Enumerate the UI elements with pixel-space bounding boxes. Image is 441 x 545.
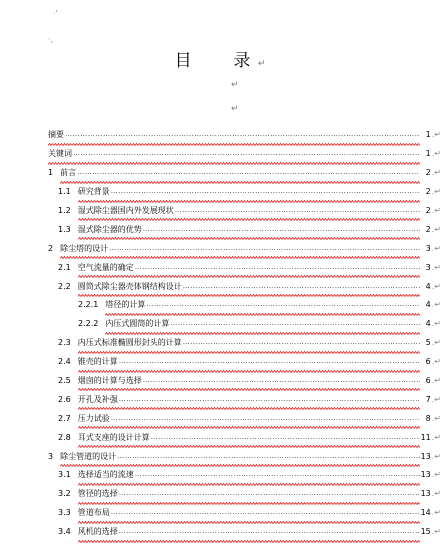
toc-entry[interactable]	[48, 353, 441, 372]
toc-entry-number: 2.5	[58, 376, 71, 386]
corner-mark-top: ·'	[53, 9, 58, 18]
toc-entry-text: 圆筒式除尘器壳体钢结构设计	[77, 281, 182, 291]
toc-entry-text: 除尘管道的设计	[60, 451, 117, 461]
toc-page-number: 1	[425, 130, 431, 140]
paragraph-mark: .↵	[431, 149, 441, 159]
toc-entry-text: 锥壳的计算	[77, 357, 118, 367]
paragraph-mark: .↵	[431, 527, 441, 537]
toc-page-number: 2	[425, 224, 431, 234]
paragraph-mark: .↵	[431, 262, 441, 272]
toc-dot-leader	[146, 300, 419, 310]
toc-entry-text: 湿式除尘器的优势	[77, 224, 142, 234]
paragraph-mark: .↵	[431, 319, 441, 329]
toc-dot-leader	[111, 187, 420, 197]
paragraph-mark: .↵	[431, 508, 441, 518]
toc-entry[interactable]	[48, 183, 441, 202]
corner-mark-left: ·,	[48, 35, 54, 44]
toc-entry[interactable]	[48, 315, 441, 334]
toc-entry-text: 压力试验	[77, 413, 110, 423]
toc-page-number: 4	[425, 281, 431, 291]
toc-entry-text: 内压式圆筒的计算	[105, 319, 170, 329]
toc-entry-number: 2.8	[58, 432, 71, 442]
paragraph-mark: .↵	[431, 243, 441, 253]
toc-entry-number: 2	[48, 243, 54, 253]
paragraph-mark: .↵	[431, 376, 441, 386]
spellcheck-underline	[78, 540, 420, 543]
toc-page-number: 14	[420, 508, 431, 518]
toc-entry[interactable]	[48, 390, 441, 409]
toc-page-number: 6	[425, 357, 431, 367]
toc-entry-text: 湿式除尘器国内外发展现状	[77, 206, 174, 215]
toc-entry[interactable]	[48, 409, 441, 428]
paragraph-mark: .↵	[431, 432, 441, 442]
toc-dot-leader	[175, 206, 420, 216]
toc-dot-leader	[111, 414, 420, 424]
toc-page-number: 13	[420, 489, 431, 499]
toc-dot-leader	[143, 225, 420, 235]
toc-entry-number: 1.1	[58, 187, 71, 197]
toc-entry-text: 空气流量的确定	[77, 262, 134, 272]
toc-dot-leader	[111, 508, 420, 518]
toc-entry-number: 1.3	[58, 224, 71, 234]
toc-entry[interactable]	[48, 334, 441, 353]
toc-page-number: 4	[425, 319, 431, 329]
toc-dot-leader	[119, 527, 420, 537]
toc-dot-leader	[135, 470, 420, 480]
toc-entry-text: 研究背景	[77, 187, 110, 197]
paragraph-mark: .↵	[431, 300, 441, 310]
toc-entry-number: 2.6	[58, 394, 71, 404]
paragraph-mark: .↵	[431, 413, 441, 423]
toc-entry-text: 前言	[60, 168, 77, 178]
toc-entry-number: 3.4	[58, 527, 71, 537]
toc-entry-text: 风机的选择	[77, 527, 118, 537]
toc-dot-leader	[183, 338, 420, 348]
toc-entry[interactable]	[48, 485, 441, 504]
toc-entry-number: 2.2.1	[78, 300, 99, 310]
paragraph-mark: .↵	[431, 224, 441, 234]
toc-entry[interactable]	[48, 164, 441, 183]
toc-dot-leader	[170, 319, 419, 329]
toc-page-number: 3	[425, 243, 431, 253]
toc-entry[interactable]	[48, 145, 441, 164]
toc-entry[interactable]	[48, 504, 441, 523]
toc-dot-leader	[143, 376, 420, 386]
paragraph-mark: .↵	[431, 281, 441, 291]
toc-page-number: 8	[425, 413, 431, 423]
toc-entry-text: 塔径的计算	[105, 300, 146, 310]
toc-dot-leader	[119, 357, 420, 367]
toc-page-number: 13	[420, 470, 431, 480]
toc-entry-text: 管道布局	[77, 508, 110, 518]
toc-page-number: 2	[425, 168, 431, 178]
toc-dot-leader	[119, 489, 420, 499]
toc-dot-leader	[65, 130, 420, 140]
toc-entry-number: 3.1	[58, 470, 71, 480]
toc-page-number: 5	[425, 338, 431, 348]
toc-entry[interactable]	[48, 447, 441, 466]
toc-entry[interactable]	[48, 258, 441, 277]
toc-dot-leader	[119, 395, 420, 405]
toc-dot-leader	[117, 452, 419, 462]
toc-entry-number: 3.2	[58, 489, 71, 499]
toc-entry[interactable]	[48, 202, 441, 221]
toc-page-number: 1	[425, 149, 431, 159]
toc-entry-number: 2.1	[58, 262, 71, 272]
toc-entry[interactable]	[48, 372, 441, 391]
paragraph-mark: .↵	[431, 394, 441, 404]
toc-entry-number: 2.2	[58, 281, 71, 291]
paragraph-mark: ↵	[257, 59, 267, 69]
toc-entry-number: 2.2.2	[78, 319, 99, 329]
toc-entry-number: 2.7	[58, 413, 71, 423]
toc-entry-text: 耳式支座的设计计算	[77, 432, 150, 442]
toc-entry-number: 1	[48, 168, 54, 178]
toc-entry-text: 烟囱的计算与选择	[77, 376, 142, 386]
paragraph-mark: .↵	[431, 130, 441, 140]
paragraph-mark: ↵	[231, 104, 239, 114]
toc-entry[interactable]	[48, 220, 441, 239]
toc-page-number: 4	[425, 300, 431, 310]
toc-page-number: 3	[425, 262, 431, 272]
paragraph-mark: .↵	[431, 489, 441, 499]
toc-entry-text: 管径的选择	[77, 489, 118, 499]
paragraph-mark: .↵	[431, 470, 441, 480]
toc-page-number: 7	[425, 394, 431, 404]
toc-dot-leader	[109, 244, 420, 254]
toc-dot-leader	[151, 433, 420, 443]
page-title	[0, 50, 441, 75]
toc-entry-text: 开孔及补强	[77, 394, 118, 404]
toc-dot-leader	[73, 149, 420, 159]
toc-entry-number: 1.2	[58, 206, 71, 215]
paragraph-mark: ↵	[231, 80, 239, 90]
paragraph-mark: .↵	[431, 451, 441, 461]
toc-entry[interactable]	[48, 466, 441, 485]
toc-page-number: 13	[420, 451, 431, 461]
paragraph-mark: .↵	[431, 206, 441, 215]
toc-entry[interactable]	[48, 126, 441, 145]
toc-page-number: 15	[420, 527, 431, 537]
toc-entry[interactable]	[48, 296, 441, 315]
title-char-2: 录	[233, 51, 252, 71]
toc-entry-number: 2.4	[58, 357, 71, 367]
toc-page-number: 11	[420, 432, 431, 442]
paragraph-mark: .↵	[431, 187, 441, 197]
toc-entry-text: 摘要	[48, 130, 64, 140]
toc-dot-leader	[183, 282, 420, 292]
paragraph-mark: .↵	[431, 168, 441, 178]
toc-entry-text: 除尘塔的设计	[60, 243, 109, 253]
toc-entry-text: 内压式标准椭圆形封头的计算	[77, 338, 182, 348]
toc-entry[interactable]	[48, 428, 441, 447]
toc-entry-number: 2.3	[58, 338, 71, 348]
toc-page-number: 6	[425, 376, 431, 386]
paragraph-mark: .↵	[431, 357, 441, 367]
toc-entry-number: 3.3	[58, 508, 71, 518]
toc-entry[interactable]	[48, 277, 441, 296]
toc-entry[interactable]	[48, 523, 441, 542]
paragraph-mark: .↵	[431, 338, 441, 348]
toc-entry[interactable]	[48, 239, 441, 258]
toc-page-number: 2	[425, 206, 431, 215]
title-char-1: 目	[174, 51, 193, 71]
toc-dot-leader	[135, 263, 420, 273]
toc-entry-number: 3	[48, 451, 54, 461]
toc-entry-text: 关键词	[48, 149, 72, 159]
toc-entry-text: 选择适当的流速	[77, 470, 134, 480]
toc-dot-leader	[77, 168, 420, 178]
toc-page-number: 2	[425, 187, 431, 197]
table-of-contents	[48, 126, 441, 542]
